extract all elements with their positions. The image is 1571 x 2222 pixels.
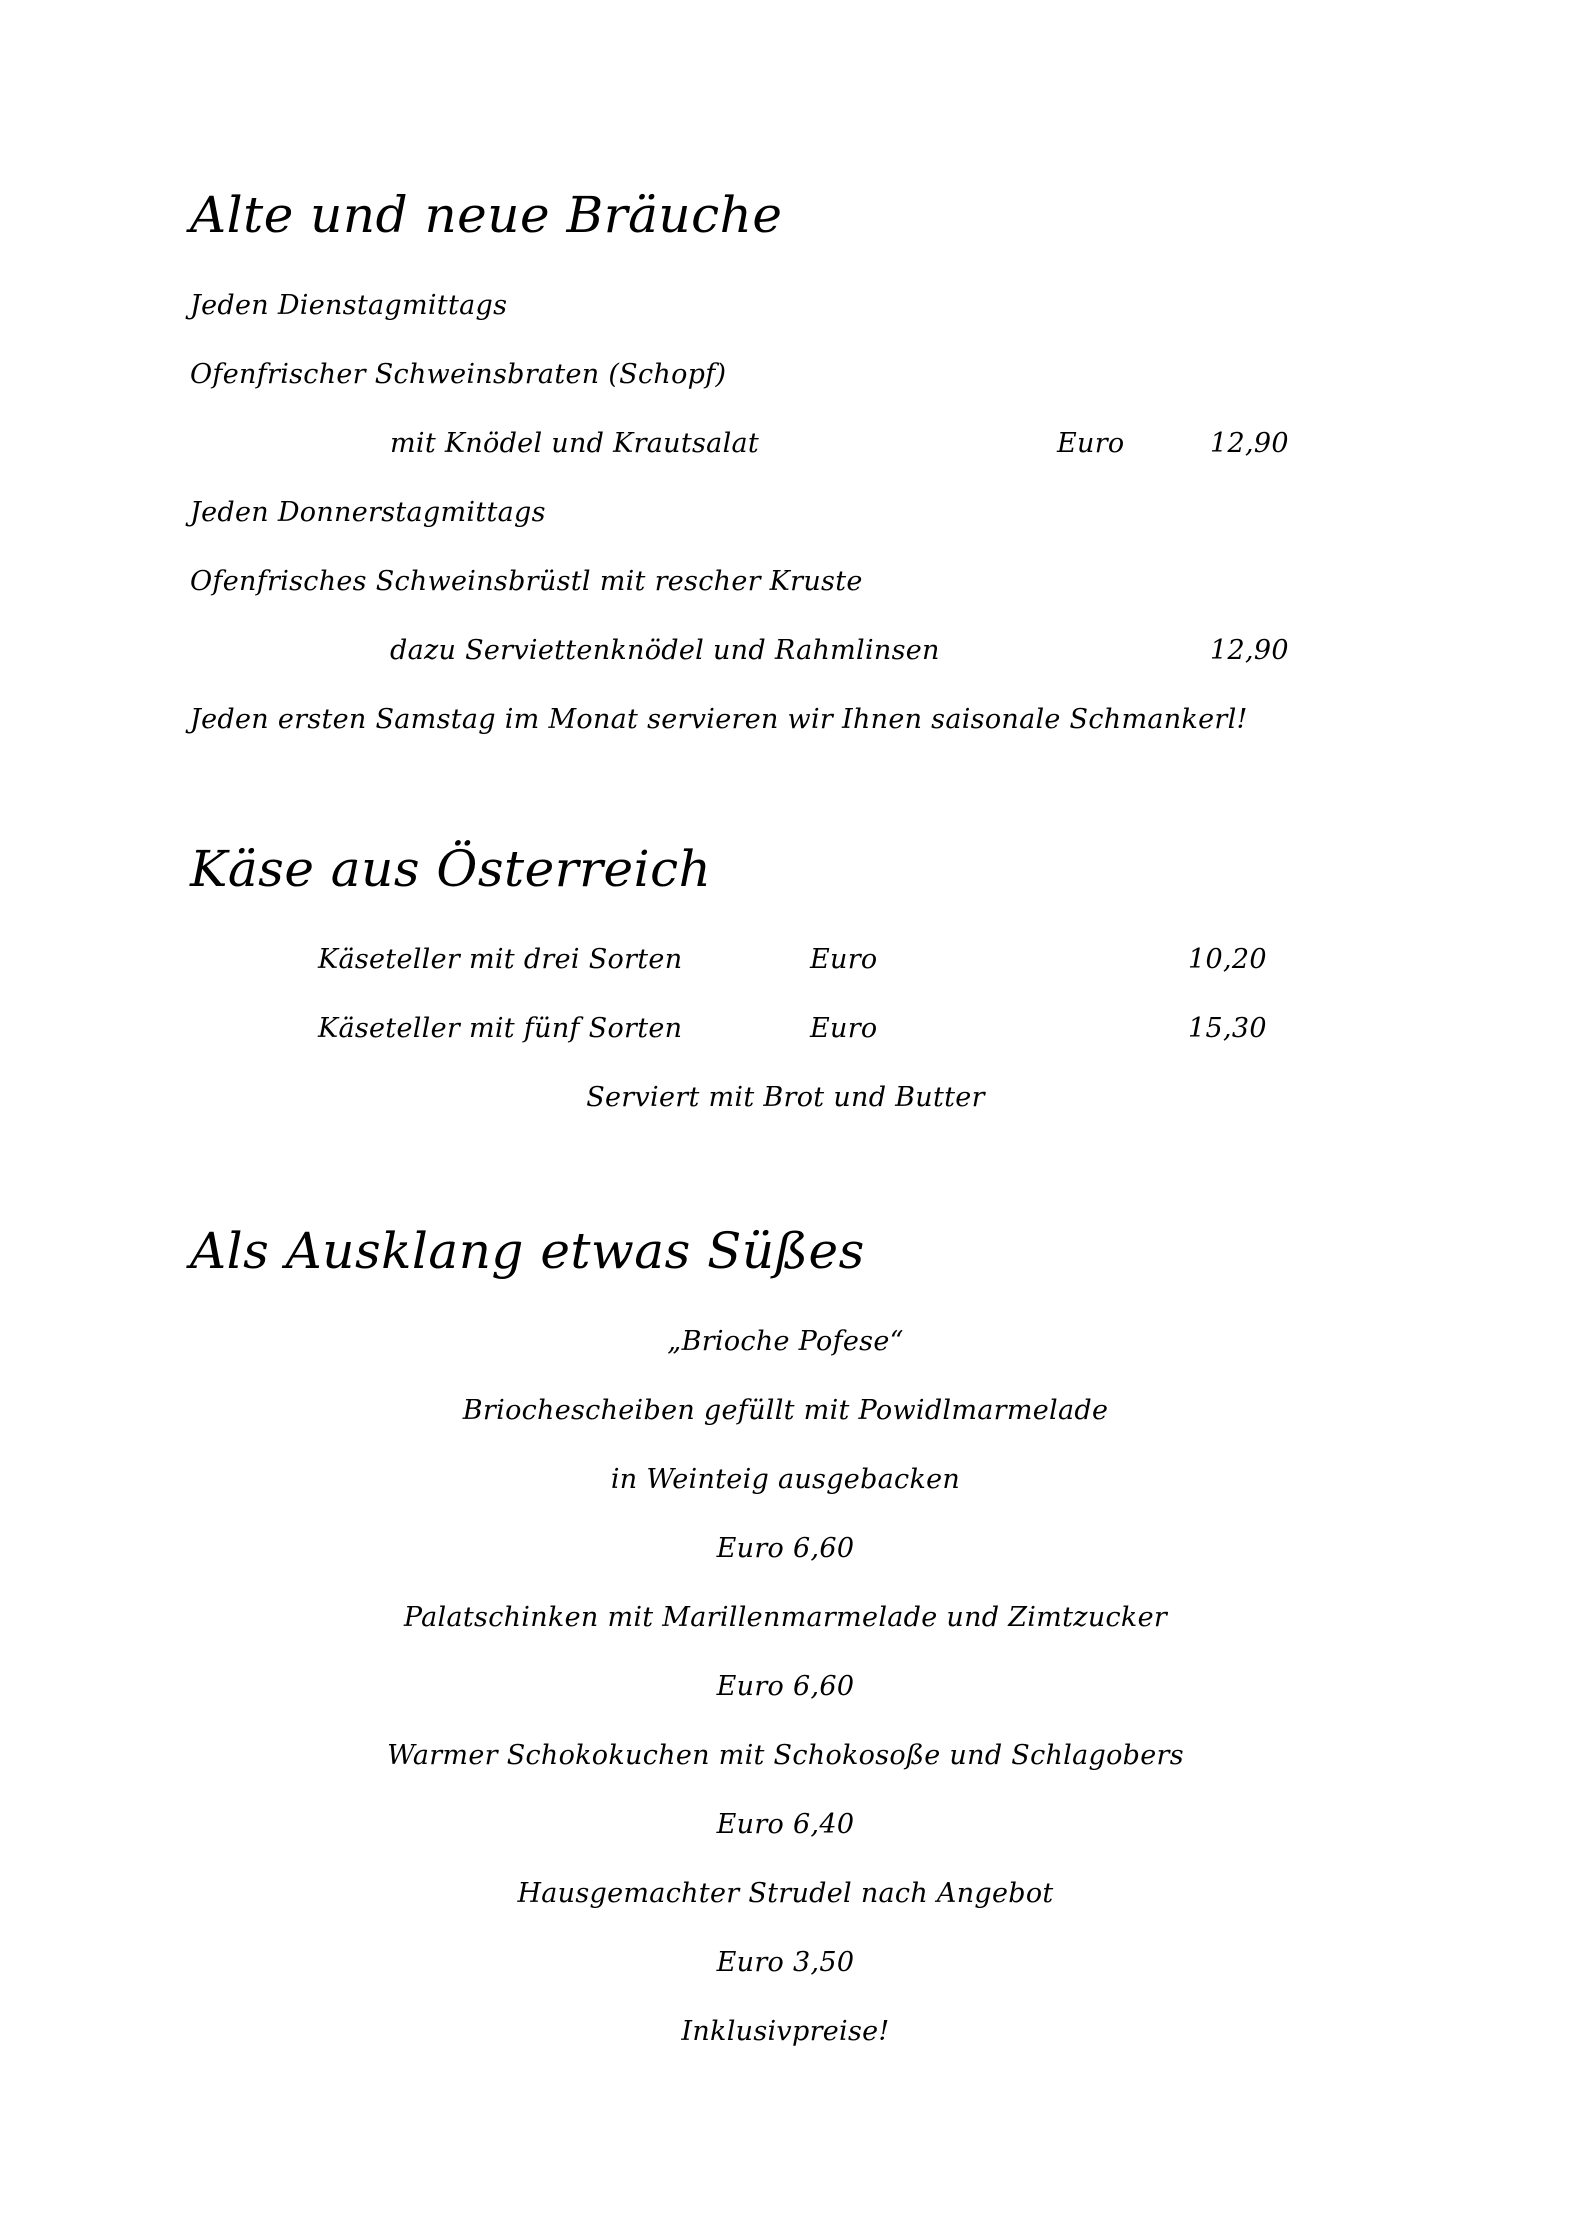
dessert-line: in Weinteig ausgebacken	[610, 1464, 961, 1495]
dessert-line: Briochescheiben gefüllt mit Powidlmarmelade	[462, 1395, 1109, 1426]
section-title-braeuche: Alte und neue Bräuche	[190, 186, 783, 244]
cheese-item-currency: Euro	[810, 1013, 878, 1044]
thursday-side: dazu Serviettenknödel und Rahmlinsen	[390, 635, 940, 666]
tuesday-price: 12,90	[1210, 428, 1289, 459]
cheese-item-price: 10,20	[1188, 944, 1267, 975]
tuesday-side: mit Knödel und Krautsalat	[390, 428, 760, 459]
tuesday-dish: Ofenfrischer Schweinsbraten (Schopf)	[190, 359, 727, 390]
section-title-kaese: Käse aus Österreich	[190, 840, 712, 898]
dessert-price: Euro 3,50	[716, 1947, 855, 1978]
saturday-note: Jeden ersten Samstag im Monat servieren wir Ihnen saisonale Schmankerl!	[190, 704, 1248, 735]
dessert-price: Euro 6,40	[716, 1809, 855, 1840]
dessert-line: „Brioche Pofese“	[667, 1326, 904, 1357]
inclusive-prices-note: Inklusivpreise!	[681, 2016, 890, 2047]
thursday-dish: Ofenfrisches Schweinsbrüstl mit rescher Kruste	[190, 566, 863, 597]
dessert-line: Palatschinken mit Marillenmarmelade und Zimtzucker	[403, 1602, 1168, 1633]
thursday-price: 12,90	[1210, 635, 1289, 666]
cheese-note: Serviert mit Brot und Butter	[586, 1082, 985, 1113]
tuesday-currency: Euro	[1057, 428, 1125, 459]
dessert-price: Euro 6,60	[716, 1533, 855, 1564]
cheese-item-price: 15,30	[1188, 1013, 1267, 1044]
dessert-line: Warmer Schokokuchen mit Schokosoße und Schlagobers	[387, 1740, 1184, 1771]
section-title-dessert: Als Ausklang etwas Süßes	[190, 1222, 865, 1280]
dessert-line: Hausgemachter Strudel nach Angebot	[517, 1878, 1054, 1909]
tuesday-heading: Jeden Dienstagmittags	[190, 290, 508, 321]
cheese-item-name: Käseteller mit drei Sorten	[318, 944, 683, 975]
dessert-price: Euro 6,60	[716, 1671, 855, 1702]
cheese-item-name: Käseteller mit fünf Sorten	[318, 1013, 683, 1044]
cheese-item-currency: Euro	[810, 944, 878, 975]
thursday-heading: Jeden Donnerstagmittags	[190, 497, 546, 528]
